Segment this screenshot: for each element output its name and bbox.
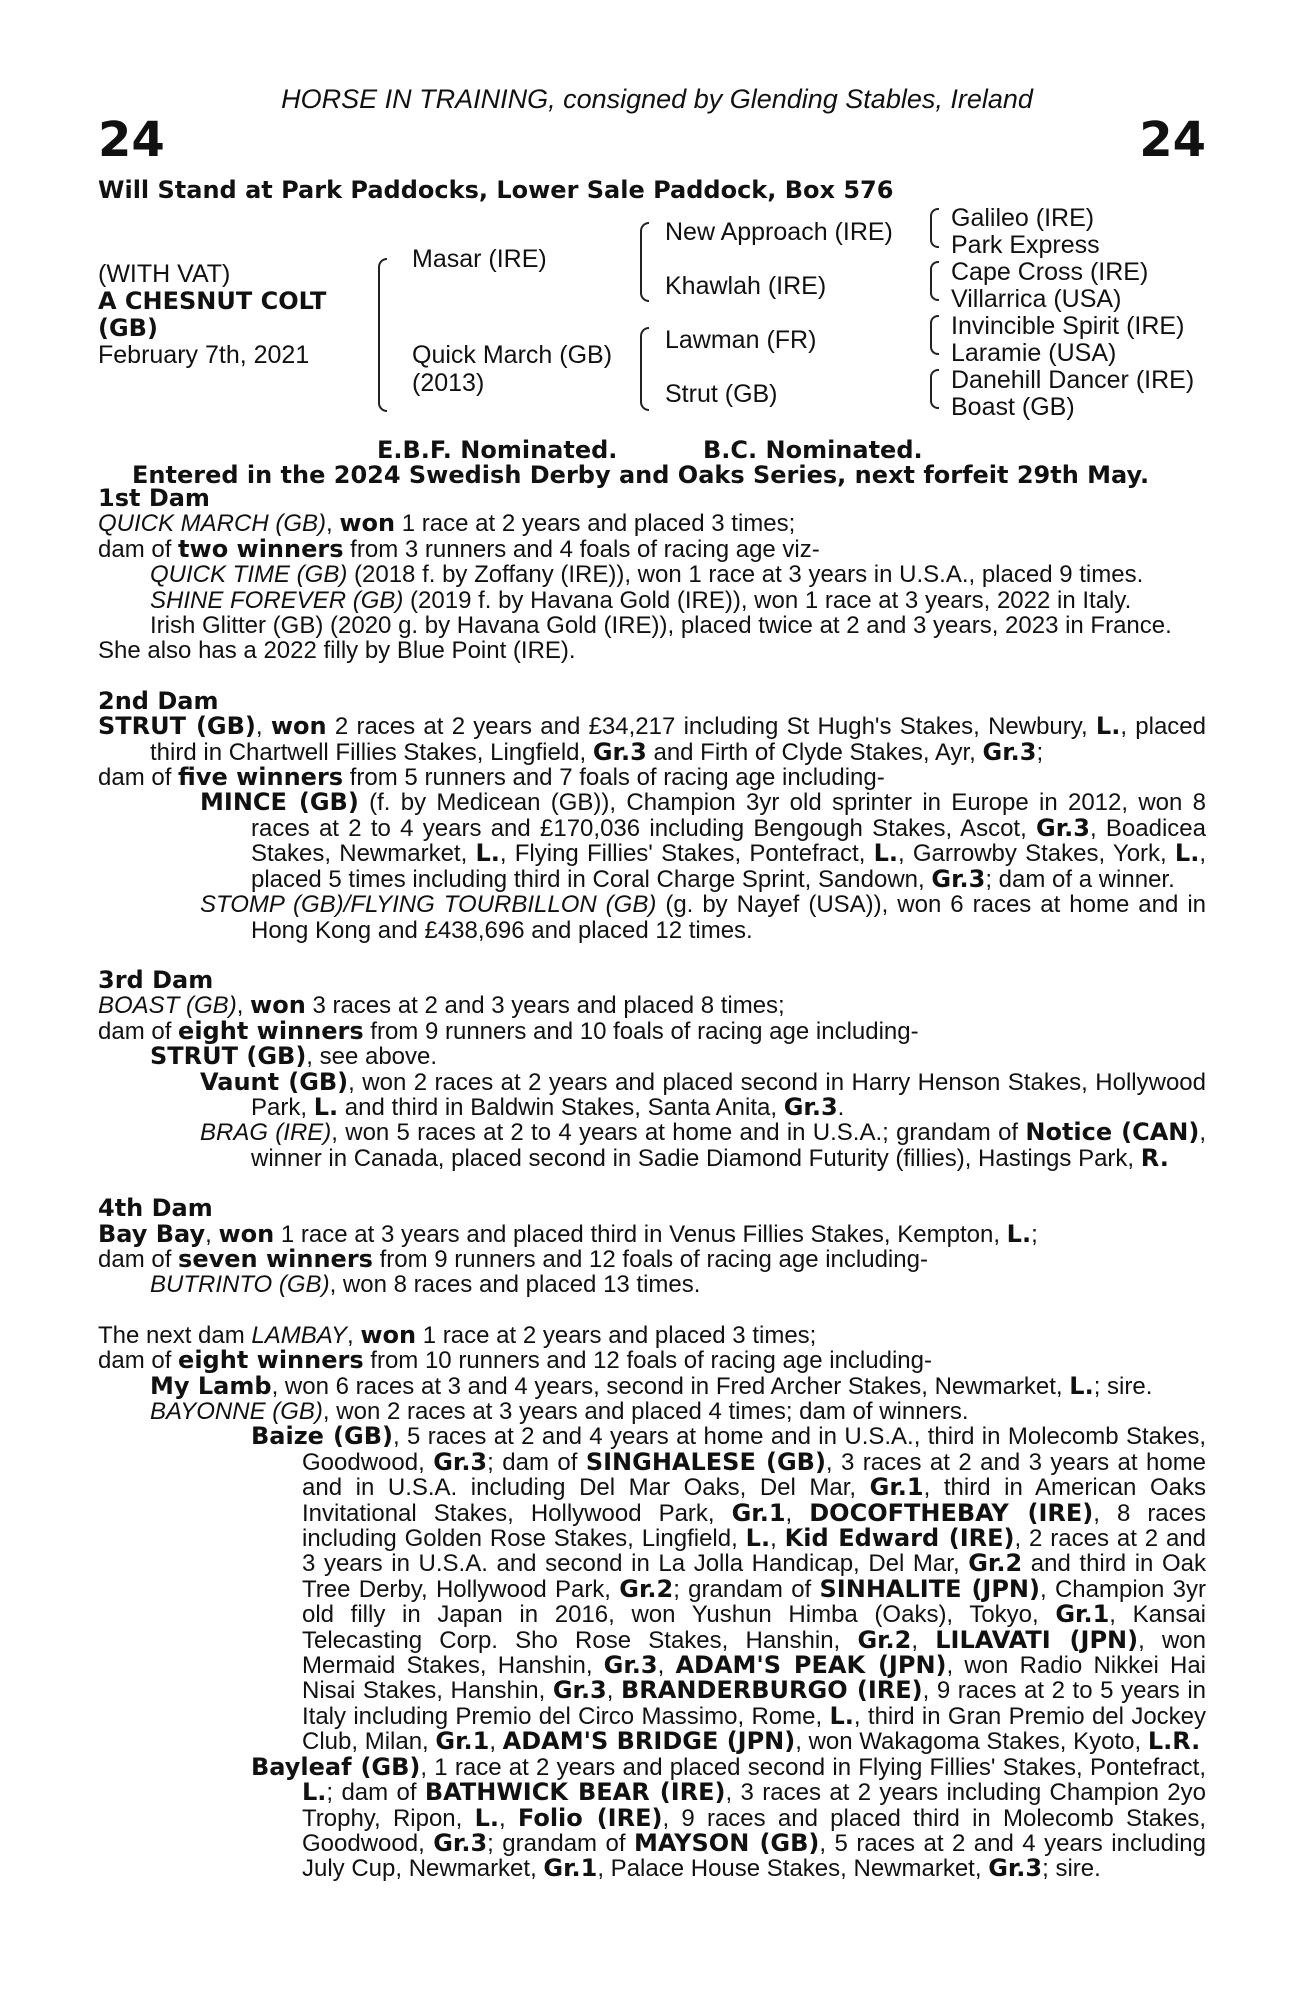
- foaling-date: February 7th, 2021: [98, 341, 310, 369]
- text: ,: [657, 1652, 676, 1680]
- italic-text: BOAST (GB): [98, 992, 237, 1020]
- text: , 8 races including Golden Rose Stakes, Lingfield,: [302, 1499, 1206, 1553]
- bold-text: Notice (CAN): [1025, 1118, 1200, 1147]
- text: and Firth of Clyde Stakes, Ayr,: [646, 738, 983, 766]
- record-paragraph: [98, 765, 1206, 790]
- text: 2 races at 2 years and £34,217 including St Hugh's Stakes, Newbury,: [326, 713, 1096, 741]
- text: from 3 runners and 4 foals of racing age viz-: [343, 535, 820, 563]
- bold-text: Kid Edward (IRE): [784, 1524, 1015, 1553]
- text: , 5 races at 2 and 4 years including July Cup, Newmarket,: [302, 1829, 1206, 1883]
- bold-text: won: [218, 1219, 275, 1248]
- bold-text: Gr.1: [731, 1498, 786, 1527]
- bold-text: Gr.2: [968, 1549, 1023, 1578]
- record-paragraph: [98, 790, 1206, 892]
- text: , third in Gran Premio del Jockey Club, Milan,: [302, 1702, 1207, 1756]
- text: , won 8 races and placed 13 times.: [329, 1271, 701, 1299]
- bold-text: eight winners: [178, 1016, 364, 1045]
- text: , Garrowby Stakes, York,: [898, 840, 1175, 868]
- text: ;: [1031, 1220, 1038, 1248]
- record-paragraph: [98, 1320, 1206, 1349]
- spacer: [98, 1171, 1206, 1196]
- bold-text: eight winners: [178, 1346, 364, 1375]
- bold-text: 4th Dam: [98, 1194, 213, 1223]
- great-grandparent: Laramie (USA): [951, 339, 1117, 367]
- bold-text: SINGHALESE (GB): [585, 1447, 826, 1476]
- sire-dam: Khawlah (IRE): [665, 272, 827, 300]
- great-grandparent: Galileo (IRE): [951, 204, 1095, 232]
- italic-text: BAYONNE (GB): [150, 1398, 323, 1425]
- record-paragraph: [98, 613, 1206, 638]
- text: ;: [1036, 738, 1044, 766]
- bold-text: Gr.3: [433, 1828, 488, 1857]
- record-paragraph: [98, 1752, 1207, 1883]
- text: , see above.: [306, 1043, 438, 1071]
- text: The next dam: [98, 1321, 252, 1349]
- grandparents-brace-1: [930, 208, 939, 248]
- bc-nomination: B.C. Nominated.: [703, 436, 923, 464]
- text: ,: [255, 713, 271, 741]
- record-paragraph: [98, 511, 1206, 536]
- record-paragraph: [98, 1120, 1206, 1171]
- bold-text: My Lamb: [150, 1371, 272, 1400]
- bold-text: Gr.3: [433, 1447, 488, 1476]
- text: , 3 races at 2 and 3 years at home and in U.S.A. including Del Mar Oaks, Del Mar,: [302, 1448, 1207, 1502]
- italic-text: STOMP (GB)/FLYING TOURBILLON (GB): [200, 891, 657, 919]
- bold-text: Gr.3: [1036, 813, 1090, 842]
- record-paragraph: [98, 534, 1206, 563]
- bold-text: Gr.2: [857, 1625, 912, 1654]
- record-paragraph: [98, 1424, 1206, 1754]
- text: , won 5 races at 2 to 4 years at home and in U.S.A.; grandam of: [331, 1119, 1026, 1147]
- bold-text: L.: [745, 1524, 771, 1553]
- lot-number-right: 24: [1139, 112, 1206, 168]
- bold-text: 1st Dam: [98, 484, 210, 512]
- bold-text: LILAVATI (JPN): [935, 1625, 1139, 1654]
- bold-text: Bay Bay: [98, 1219, 206, 1248]
- record-paragraph: [98, 1244, 1206, 1273]
- sire-dam-brace: [378, 258, 387, 412]
- record-paragraph: [98, 638, 1206, 663]
- text: ; grandam of: [487, 1829, 634, 1857]
- text: ,: [606, 1677, 622, 1705]
- text: , 9 races and placed third in Molecomb Stakes, Goodwood,: [302, 1804, 1206, 1857]
- text: , won Radio Nikkei Hai Nisai Stakes, Hanshin,: [302, 1652, 1206, 1705]
- bold-text: Gr.3: [603, 1651, 658, 1680]
- text: (f. by Medicean (GB)), Champion 3yr old sprinter in Europe in 2012, won 8 races at 2 to 4 years and £170,036 including Bengough Stakes, Ascot,: [251, 789, 1206, 842]
- text: , Palace House Stakes, Newmarket,: [597, 1855, 989, 1883]
- italic-text: LAMBAY: [251, 1321, 348, 1349]
- bold-text: ADAM'S BRIDGE (JPN): [502, 1727, 796, 1756]
- bold-text: L.: [1006, 1219, 1032, 1248]
- ebf-nomination: E.B.F. Nominated.: [377, 436, 618, 464]
- bold-text: L.: [1069, 1371, 1094, 1400]
- bold-text: L.: [873, 839, 899, 868]
- text: ; dam of a winner.: [985, 865, 1175, 893]
- text: , winner in Canada, placed second in Sadie Diamond Futurity (fillies), Hastings Park,: [251, 1119, 1206, 1172]
- text: She also has a 2022 filly by Blue Point (IRE).: [98, 637, 576, 665]
- vat-note: (WITH VAT): [98, 260, 231, 288]
- bold-text: Gr.3: [988, 1854, 1043, 1883]
- text: Irish Glitter (GB) (2020 g. by Havana Gold (IRE)), placed twice at 2 and 3 years, 2023 in France.: [150, 612, 1172, 640]
- record-paragraph: [98, 1016, 1206, 1045]
- bold-text: Gr.3: [783, 1092, 838, 1121]
- bold-text: Gr.3: [931, 864, 986, 893]
- bold-text: Gr.1: [1055, 1600, 1110, 1629]
- text: and third in Oak Tree Derby, Hollywood Park,: [302, 1550, 1206, 1603]
- bold-text: Gr.2: [619, 1574, 674, 1603]
- bold-text: L.R.: [1147, 1727, 1201, 1756]
- record-paragraph: [98, 1272, 1206, 1297]
- bold-text: won: [339, 509, 396, 538]
- record-paragraph: [98, 588, 1206, 613]
- bold-text: STRUT (GB): [150, 1042, 307, 1071]
- spacer: [98, 943, 1206, 968]
- lot-number-left: 24: [98, 112, 165, 168]
- text: ,: [785, 1499, 810, 1527]
- text: ,: [326, 510, 340, 538]
- spacer: [98, 664, 1206, 689]
- horse-country: (GB): [98, 314, 158, 342]
- great-grandparent: Boast (GB): [951, 393, 1075, 421]
- bold-text: L.: [474, 1803, 499, 1832]
- text: , Boadicea Stakes, Newmarket,: [251, 814, 1206, 868]
- text: , 5 races at 2 and 4 years at home and in U.S.A., third in Molecomb Stakes, Goodwood,: [302, 1423, 1206, 1476]
- record-paragraph: [98, 1067, 1206, 1121]
- bold-text: Vaunt (GB): [200, 1067, 349, 1096]
- bold-text: DOCOFTHEBAY (IRE): [809, 1498, 1094, 1527]
- section-heading: [98, 686, 1206, 715]
- text: , 1 race at 2 years and placed second in Flying Fillies' Stakes, Pontefract,: [420, 1753, 1207, 1781]
- bold-text: BATHWICK BEAR (IRE): [424, 1778, 726, 1807]
- section-heading: [98, 486, 1206, 511]
- bold-text: Gr.1: [543, 1854, 598, 1883]
- text: (2018 f. by Zoffany (IRE)), won 1 race at 3 years in U.S.A., placed 9 times.: [347, 561, 1144, 589]
- bold-text: Gr.1: [435, 1727, 490, 1756]
- text: ; grandam of: [673, 1575, 820, 1603]
- great-grandparent: Villarrica (USA): [951, 285, 1122, 313]
- italic-text: SHINE FOREVER (GB): [150, 586, 404, 614]
- bold-text: Gr.3: [552, 1676, 607, 1705]
- great-grandparent: Cape Cross (IRE): [951, 258, 1149, 286]
- text: 1 race at 2 years and placed 3 times;: [416, 1321, 817, 1349]
- grandparents-brace-2: [930, 261, 939, 301]
- bold-text: L.: [302, 1778, 327, 1807]
- bold-text: 3rd Dam: [98, 965, 214, 994]
- bold-text: Gr.3: [982, 737, 1037, 766]
- bold-text: Bayleaf (GB): [251, 1752, 421, 1781]
- text: ,: [347, 1321, 361, 1349]
- record-paragraph: [98, 1399, 1206, 1424]
- text: dam of: [98, 1347, 179, 1375]
- text: , won 2 races at 3 years and placed 4 times; dam of winners.: [322, 1398, 969, 1425]
- text: , Flying Fillies' Stakes, Pontefract,: [499, 840, 874, 868]
- text: 1 race at 2 years and placed 3 times;: [395, 510, 796, 538]
- text: dam of: [98, 1017, 179, 1045]
- record-paragraph: [98, 993, 1206, 1018]
- great-grandparent: Danehill Dancer (IRE): [951, 366, 1195, 394]
- text: , won 6 races at 3 and 4 years, second in Fred Archer Stakes, Newmarket,: [271, 1372, 1070, 1400]
- bold-text: won: [250, 991, 306, 1020]
- bold-text: five winners: [178, 763, 344, 792]
- bold-text: R.: [1140, 1143, 1169, 1172]
- text: from 5 runners and 7 foals of racing age including-: [343, 764, 885, 792]
- bold-text: ADAM'S PEAK (JPN): [675, 1651, 947, 1680]
- bold-text: L.: [313, 1092, 339, 1121]
- dam: Quick March (GB): [412, 341, 613, 369]
- text: , Champion 3yr old filly in Japan in 2016, won Yushun Himba (Oaks), Tokyo,: [302, 1575, 1206, 1629]
- bold-text: Folio (IRE): [517, 1803, 663, 1832]
- text: 1 race at 3 years and placed third in Venus Fillies Stakes, Kempton,: [274, 1220, 1007, 1248]
- great-grandparent: Invincible Spirit (IRE): [951, 312, 1185, 340]
- bold-text: L.: [1095, 712, 1121, 741]
- text: , 3 races at 2 years including Champion 2yo Trophy, Ripon,: [302, 1779, 1206, 1832]
- text: (2019 f. by Havana Gold (IRE)), won 1 race at 3 years, 2022 in Italy.: [403, 586, 1132, 614]
- text: ; dam of: [326, 1779, 425, 1807]
- bold-text: BRANDERBURGO (IRE): [621, 1676, 923, 1705]
- italic-text: QUICK TIME (GB): [150, 561, 348, 589]
- text: dam of: [98, 764, 179, 792]
- italic-text: BRAG (IRE): [200, 1119, 332, 1147]
- text: ,: [489, 1728, 503, 1756]
- text: and third in Baldwin Stakes, Santa Anita,: [338, 1093, 784, 1121]
- text: , third in American Oaks Invitational Stakes, Hollywood Park,: [302, 1474, 1206, 1527]
- text: , 9 races at 2 to 5 years in Italy including Premio del Circo Massimo, Rome,: [302, 1677, 1207, 1730]
- text: ; sire.: [1093, 1372, 1153, 1400]
- text: (g. by Nayef (USA)), won 6 races at home and in Hong Kong and £438,696 and placed 12 times.: [251, 891, 1206, 944]
- bold-text: seven winners: [178, 1244, 373, 1273]
- italic-text: QUICK MARCH (GB): [98, 510, 326, 538]
- text: ,: [770, 1525, 785, 1553]
- text: ; sire.: [1042, 1855, 1101, 1883]
- grandparents-brace-4: [930, 369, 939, 409]
- bold-text: 2nd Dam: [98, 686, 219, 715]
- text: , won Wakagoma Stakes, Kyoto,: [795, 1728, 1148, 1756]
- text: ,: [205, 1220, 219, 1248]
- bold-text: MINCE (GB): [200, 788, 359, 817]
- dam-dam: Strut (GB): [665, 380, 778, 408]
- text: ,: [236, 992, 251, 1020]
- horse-name: A CHESNUT COLT: [98, 287, 327, 315]
- bold-text: MAYSON (GB): [633, 1828, 820, 1857]
- bold-text: two winners: [178, 534, 344, 563]
- sire-parents-brace: [640, 222, 649, 302]
- consignment-header: HORSE IN TRAINING, consigned by Glending Stables, Ireland: [281, 84, 1033, 114]
- record-paragraph: [98, 1044, 1206, 1069]
- text: ; dam of: [487, 1448, 586, 1476]
- sire-sire: New Approach (IRE): [665, 218, 893, 246]
- text: from 10 runners and 12 foals of racing age including-: [363, 1347, 932, 1375]
- text: , won Mermaid Stakes, Hanshin,: [302, 1626, 1207, 1680]
- section-heading: [98, 965, 1206, 994]
- record-paragraph: [98, 562, 1206, 587]
- record-paragraph: [98, 892, 1206, 943]
- dam-sire: Lawman (FR): [665, 326, 817, 354]
- record-paragraph: [98, 1219, 1206, 1248]
- stand-location: Will Stand at Park Paddocks, Lower Sale Paddock, Box 576: [98, 176, 894, 204]
- bold-text: L.: [475, 839, 500, 868]
- bold-text: STRUT (GB): [98, 712, 256, 741]
- text: dam of: [98, 1245, 179, 1273]
- text: from 9 runners and 12 foals of racing age including-: [372, 1245, 928, 1273]
- text: ,: [498, 1804, 518, 1832]
- produce-record: [98, 486, 1206, 1882]
- bold-text: won: [360, 1320, 417, 1349]
- bold-text: won: [270, 712, 327, 741]
- italic-text: BUTRINTO (GB): [150, 1271, 330, 1299]
- section-heading: [98, 1196, 1206, 1221]
- bold-text: SINHALITE (JPN): [819, 1574, 1040, 1603]
- record-paragraph: [98, 714, 1206, 765]
- text: , placed 5 times including third in Coral Charge Sprint, Sandown,: [251, 840, 1207, 893]
- sire: Masar (IRE): [412, 245, 547, 273]
- text: dam of: [98, 535, 179, 563]
- dam-year: (2013): [412, 369, 485, 397]
- bold-text: L.: [1174, 839, 1200, 868]
- bold-text: Baize (GB): [251, 1422, 393, 1451]
- text: .: [837, 1093, 845, 1121]
- bold-text: L.: [829, 1701, 854, 1730]
- record-paragraph: [98, 1348, 1206, 1373]
- text: , won 2 races at 2 years and placed second in Harry Henson Stakes, Hollywood Park,: [251, 1068, 1206, 1121]
- grandparents-brace-3: [930, 315, 939, 355]
- text: , placed third in Chartwell Fillies Stakes, Lingfield,: [150, 713, 1207, 766]
- dam-parents-brace: [640, 327, 649, 411]
- text: from 9 runners and 10 foals of racing age including-: [363, 1017, 919, 1045]
- text: 3 races at 2 and 3 years and placed 8 times;: [305, 992, 785, 1020]
- entry-note: Entered in the 2024 Swedish Derby and Oaks Series, next forfeit 29th May.: [132, 461, 1150, 489]
- great-grandparent: Park Express: [951, 231, 1100, 259]
- text: , Kansai Telecasting Corp. Sho Rose Stakes, Hanshin,: [302, 1601, 1207, 1654]
- bold-text: Gr.3: [592, 737, 647, 766]
- text: , 2 races at 2 and 3 years in U.S.A. and second in La Jolla Handicap, Del Mar,: [302, 1525, 1207, 1578]
- text: ,: [911, 1626, 936, 1654]
- record-paragraph: [98, 1371, 1206, 1400]
- bold-text: Gr.1: [869, 1473, 924, 1502]
- spacer: [98, 1298, 1206, 1323]
